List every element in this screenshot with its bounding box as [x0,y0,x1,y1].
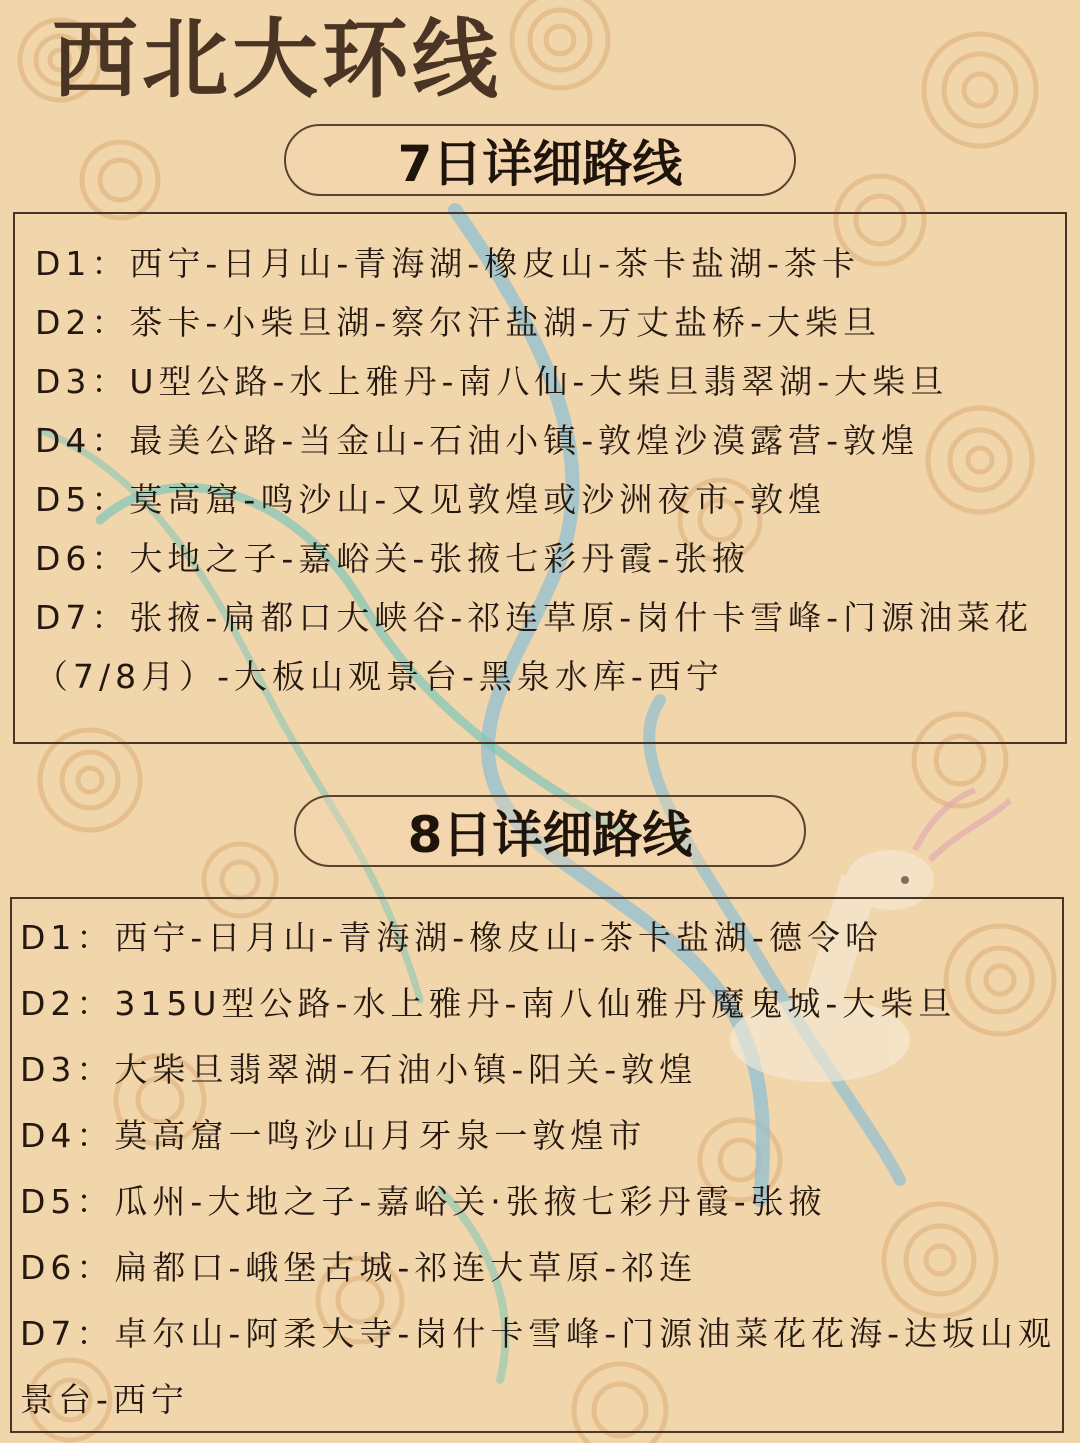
route-day-4: D4：莫高窟一鸣沙山月牙泉一敦煌市 [20,1116,647,1155]
route-day-6: D6：大地之子-嘉峪关-张掖七彩丹霞-张掖 [35,539,751,578]
page-title: 西北大环线 [52,10,502,110]
section-8-day-heading [294,795,806,867]
route-day-2: D2：茶卡-小柴旦湖-察尔汗盐湖-万丈盐桥-大柴旦 [35,303,882,342]
route-day-7: D7：卓尔山-阿柔大寺-岗什卡雪峰-门源油菜花花海-达坂山观景台-西宁 [20,1314,1057,1419]
section-8-day-heading-text: 8日详细路线 [407,806,693,864]
route-day-2: D2：315U型公路-水上雅丹-南八仙雅丹魔鬼城-大柴旦 [20,984,957,1023]
route-day-5: D5：莫高窟-鸣沙山-又见敦煌或沙洲夜市-敦煌 [35,480,827,519]
route-day-1: D1：西宁-日月山-青海湖-橡皮山-茶卡盐湖-茶卡 [35,244,860,283]
section-7-day-heading [284,124,796,196]
route-day-6: D6：扁都口-峨堡古城-祁连大草原-祁连 [20,1248,698,1287]
route-day-3: D3：U型公路-水上雅丹-南八仙-大柴旦翡翠湖-大柴旦 [35,362,949,401]
route-day-3: D3：大柴旦翡翠湖-石油小镇-阳关-敦煌 [20,1050,698,1089]
route-day-5: D5：瓜州-大地之子-嘉峪关·张掖七彩丹霞-张掖 [20,1182,827,1221]
route-day-7: D7：张掖-扁都口大峡谷-祁连草原-岗什卡雪峰-门源油菜花（7/8月）-大板山观景台-黑泉水库-西宁 [35,598,1034,696]
route-box-8-day [10,897,1064,1433]
route-box-7-day [13,212,1067,744]
route-day-1: D1：西宁-日月山-青海湖-橡皮山-茶卡盐湖-德令哈 [20,918,883,957]
section-7-day-heading-text: 7日详细路线 [397,135,683,193]
route-day-4: D4：最美公路-当金山-石油小镇-敦煌沙漠露营-敦煌 [35,421,920,460]
